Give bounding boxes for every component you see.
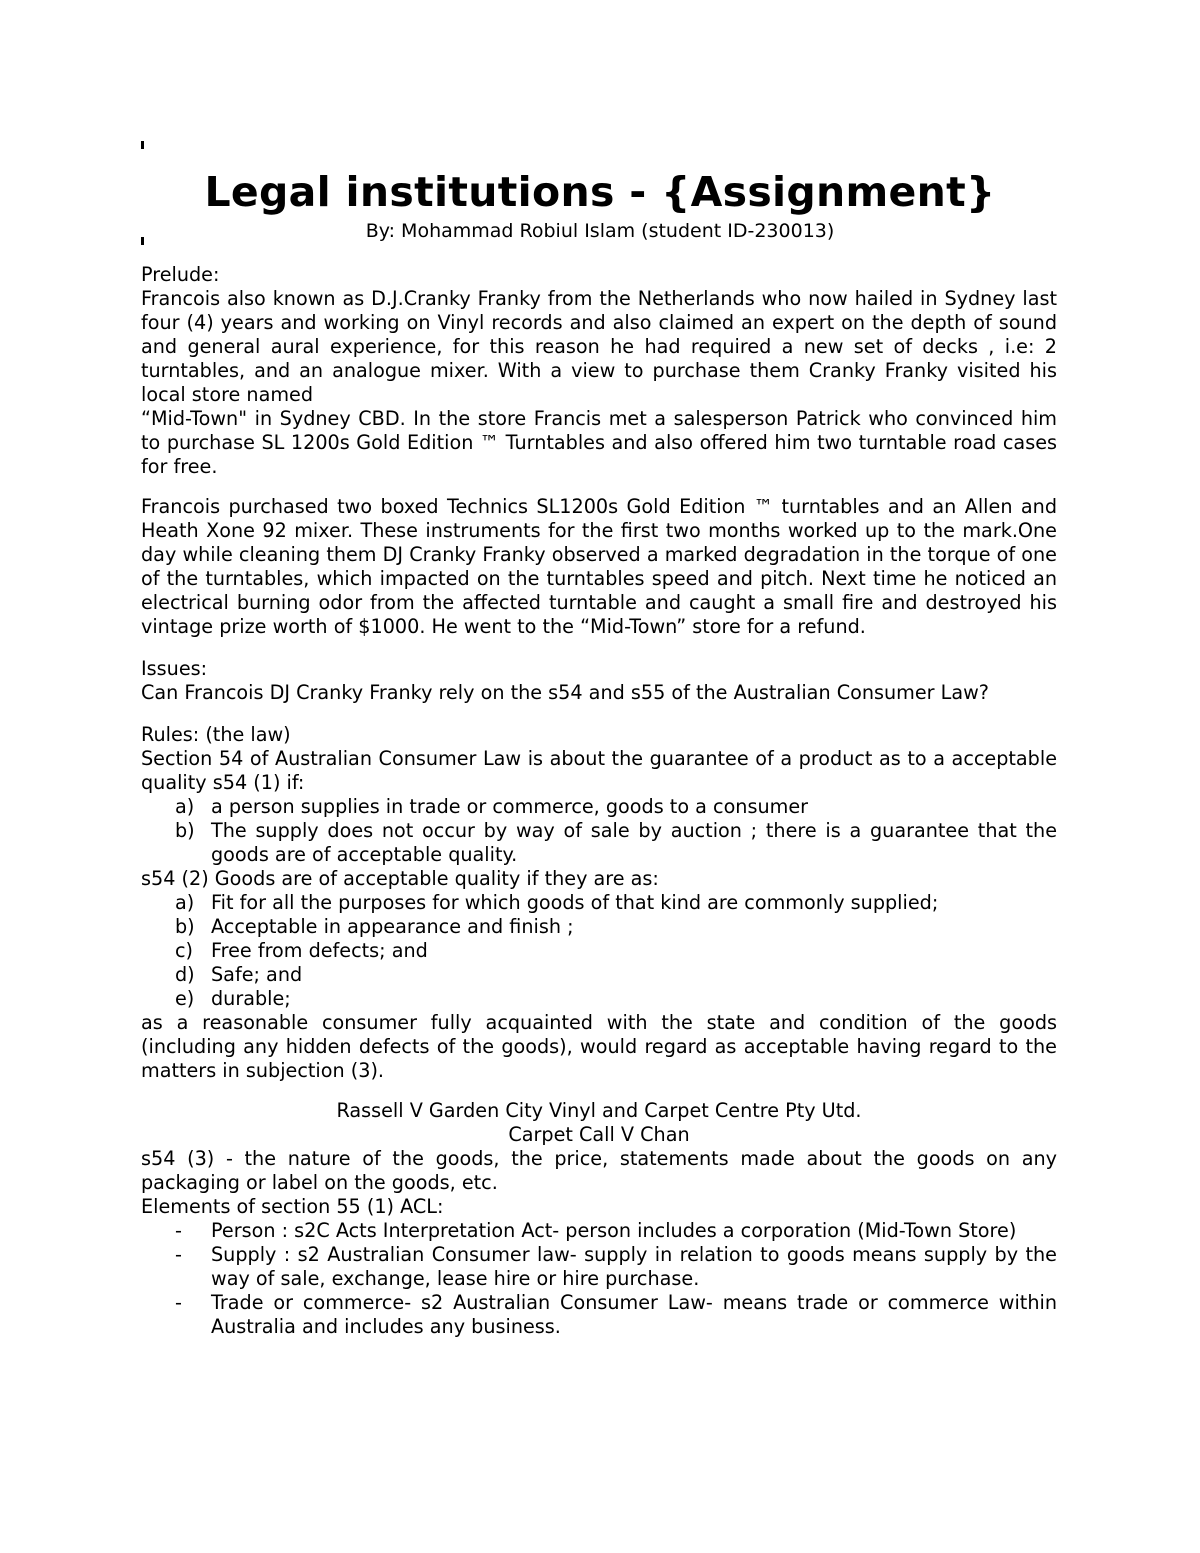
spacer [141,1083,1057,1099]
list-text: Free from defects; and [211,939,428,962]
case-citation-1: Rassell V Garden City Vinyl and Carpet Centre Pty Utd. [336,1099,862,1122]
prelude-paragraph-1b: “Mid-Town" in Sydney CBD. In the store Francis met a salesperson Patrick who convinced him to purchase SL 1200s Gold Edition ™ Turntables and also offered him two turntable road cases for free. [141,407,1057,478]
list-text: Safe; and [211,963,303,986]
rules-intro: Section 54 of Australian Consumer Law is about the guarantee of a product as to a acceptable quality s54 (1) if: [141,747,1057,794]
s54-3-text: s54 (3) - the nature of the goods, the price, statements made about the goods on any packaging or label on the goods, etc. [141,1147,1057,1194]
issues-text: Can Francois DJ Cranky Franky rely on the s54 and s55 of the Australian Consumer Law? [141,681,989,704]
spacer [141,639,1057,657]
list-text: Person : s2C Acts Interpretation Act- person includes a corporation (Mid-Town Store) [211,1219,1017,1242]
spacer [141,705,1057,723]
document-body [141,263,1057,1339]
list-marker: b) [175,819,195,842]
list-text: Acceptable in appearance and finish ; [211,915,574,938]
s54-1-list [141,795,1057,867]
case-citation-2: Carpet Call V Chan [508,1123,690,1146]
rules-heading: Rules: (the law) [141,723,291,746]
list-item [141,987,1057,1011]
list-item [141,1243,1057,1291]
list-marker: d) [175,963,195,986]
list-item [141,939,1057,963]
list-marker: e) [175,987,195,1010]
list-text: The supply does not occur by way of sale by auction ; there is a guarantee that the goods are of acceptable quality. [211,819,1057,866]
prelude-paragraph-1: Francois also known as D.J.Cranky Franky from the Netherlands who now hailed in Sydney last four (4) years and working on Vinyl records and also claimed an expert on the depth of sound and general aural experience, for this reason he had required a new set of decks , i.e: 2 turntables, and an analogue mixer. With a view to purchase them Cranky Franky visited his local store named [141,287,1057,406]
list-text: a person supplies in trade or commerce, goods to a consumer [211,795,809,818]
margin-mark-top [141,141,144,149]
list-item [141,795,1057,819]
rules-conclusion: as a reasonable consumer fully acquainted with the state and condition of the goods (including any hidden defects of the goods), would regard as acceptable having regard to the matters in subjection (3). [141,1011,1057,1082]
list-marker: b) [175,915,195,938]
prelude-paragraph-2: Francois purchased two boxed Technics SL1200s Gold Edition ™ turntables and an Allen and Heath Xone 92 mixer. These instruments for the first two months worked up to the mark.One day while cleaning them DJ Cranky Franky observed a marked degradation in the torque of one of the turntables, which impacted on the turntables speed and pitch. Next time he noticed an electrical burning odor from the affected turntable and caught a small fire and destroyed his vintage prize worth of $1000. He went to the “Mid-Town” store for a refund. [141,495,1057,638]
page-title: Legal institutions - {Assignment} [204,168,996,216]
list-item [141,963,1057,987]
list-item [141,1291,1057,1339]
list-marker: a) [175,795,195,818]
list-item [141,891,1057,915]
s55-elements-list [141,1219,1057,1339]
list-item [141,819,1057,867]
s54-2-list [141,891,1057,1011]
list-text: Trade or commerce- s2 Australian Consumer Law- means trade or commerce within Australia and includes any business. [211,1291,1057,1338]
list-item [141,915,1057,939]
list-marker: - [175,1291,182,1314]
issues-heading: Issues: [141,657,208,680]
list-item [141,1219,1057,1243]
list-marker: - [175,1243,182,1266]
s54-2-text: s54 (2) Goods are of acceptable quality if they are as: [141,867,659,890]
title-block [0,166,1200,243]
list-marker: - [175,1219,182,1242]
list-marker: c) [175,939,194,962]
s55-heading: Elements of section 55 (1) ACL: [141,1195,444,1218]
list-text: Fit for all the purposes for which goods of that kind are commonly supplied; [211,891,939,914]
byline: By: Mohammad Robiul Islam (student ID-230013) [365,220,835,242]
list-text: durable; [211,987,291,1010]
spacer [141,479,1057,495]
prelude-heading: Prelude: [141,263,220,286]
list-text: Supply : s2 Australian Consumer law- supply in relation to goods means supply by the way of sale, exchange, lease hire or hire purchase. [211,1243,1057,1290]
list-marker: a) [175,891,195,914]
